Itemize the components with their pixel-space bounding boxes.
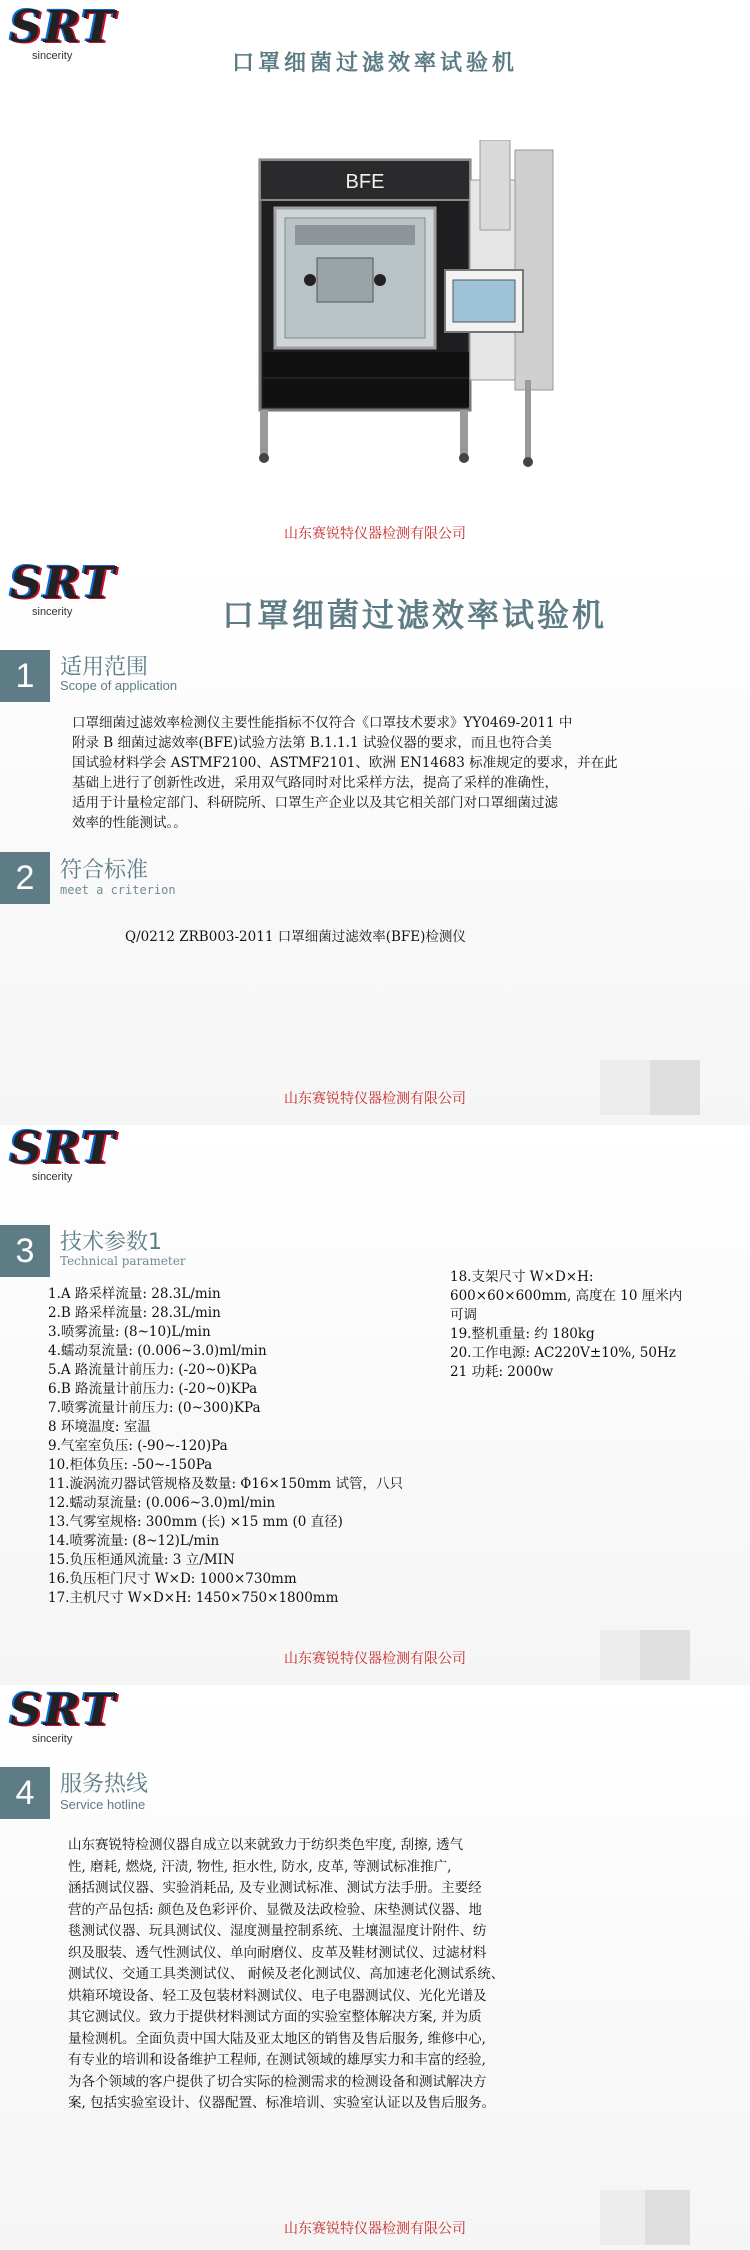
- parameter-item: 2.B 路采样流量: 28.3L/min: [48, 1305, 221, 1321]
- parameter-item: 1.A 路采样流量: 28.3L/min: [48, 1286, 221, 1302]
- parameter-item: 20.工作电源: AC220V±10%, 50Hz: [450, 1345, 676, 1361]
- parameter-item: 600×60×600mm, 高度在 10 厘米内: [450, 1288, 683, 1304]
- logo-tagline: sincerity: [32, 1171, 73, 1183]
- company-name: 山东赛锐特仪器检测有限公司: [284, 1091, 466, 1107]
- service-paragraph: 山东赛锐特检测仪器自成立以来就致力于纺织类色牢度, 刮擦, 透气 性, 磨耗, 燃烧, 汗渍, 物性, 拒水性, 防水, 皮革, 等测试标准推广, 涵括测试仪器、实验消耗品, 及专业测试标准、测试方法手册。主要经 营的产品包括: 颜色及色彩评价、显微及法政检验、床垫测试仪器、地 毯测试仪器、玩具测试仪、湿度测量控制系统、土壤温湿度计附件、纺 织及服装、透气性测试仪、单向耐磨仪、皮革及鞋材测试仪、过滤材料 测试仪、交通工具类测试仪、 耐候及老化测试仪、高加速老化测试系统、 烘箱环境设备、轻工及包装材料测试仪、电子电器测试仪、光化光谱及 其它测试仪。致力于提供材料测试方面的实验室整体解决方案, 并为质 量检测机。全面负责中国大陆及亚太地区的销售及售后服务, 维修中心, 有专业的培训和设备维护工程师, 在测试领域的雄厚实力和丰富的经验, 为各个领域的客户提供了切合实际的检测需求的检测设备和测试解决方 案, 包括实验室设计、仪器配置、标准培训、实验室认证以及售后服务。: [68, 1837, 505, 2111]
- parameter-item: 18.支架尺寸 W×D×H:: [450, 1269, 594, 1285]
- parameter-item: 12.蠕动泵流量: (0.006~3.0)ml/min: [48, 1495, 276, 1511]
- parameter-item: 19.整机重量: 约 180kg: [450, 1326, 595, 1342]
- logo-letters: SRT: [10, 1685, 117, 1736]
- parameter-item: 3.喷雾流量: (8~10)L/min: [48, 1324, 211, 1340]
- logo-letters: SRT: [10, 1125, 117, 1174]
- service-section: [0, 1685, 750, 2250]
- heading-standard-en: meet a criterion: [60, 883, 176, 897]
- logo-letters: SRT: [10, 2, 117, 53]
- parameters-section: [0, 1125, 750, 1685]
- logo-tagline: sincerity: [32, 50, 73, 62]
- company-name: 山东赛锐特仪器检测有限公司: [284, 1651, 466, 1667]
- parameter-item: 9.气室室负压: (-90~-120)Pa: [48, 1438, 228, 1454]
- heading-service-en: Service hotline: [60, 1797, 146, 1812]
- parameter-item: 6.B 路流量计前压力: (-20~0)KPa: [48, 1381, 258, 1397]
- cover-section: [0, 0, 750, 560]
- parameter-item: 15.负压柜通风流量: 3 立/MIN: [48, 1552, 235, 1568]
- parameter-item: 7.喷雾流量计前压力: (0~300)KPa: [48, 1400, 261, 1416]
- heading-scope: 适用范围: [60, 655, 149, 680]
- section-title: 口罩细菌过滤效率试验机: [222, 596, 608, 634]
- parameter-item: 4.蠕动泵流量: (0.006~3.0)ml/min: [48, 1343, 267, 1359]
- scope-section: [0, 560, 750, 1125]
- srt-logo: [10, 1685, 120, 1747]
- company-name: 山东赛锐特仪器检测有限公司: [284, 526, 466, 542]
- standard-text: Q/0212 ZRB003-2011 口罩细菌过滤效率(BFE)检测仪: [125, 929, 466, 945]
- parameter-item: 17.主机尺寸 W×D×H: 1450×750×1800mm: [48, 1590, 339, 1606]
- page-title: 口罩细菌过滤效率试验机: [231, 50, 518, 76]
- heading-parameters-en: Technical parameter: [60, 1254, 186, 1268]
- heading-scope-en: Scope of application: [60, 678, 178, 693]
- parameter-item: 可调: [450, 1307, 477, 1323]
- heading-parameters: 技术参数1: [60, 1230, 162, 1255]
- srt-logo: [10, 1127, 120, 1185]
- parameter-item: 10.柜体负压: -50~-150Pa: [48, 1457, 213, 1473]
- section-number: 1: [0, 650, 50, 702]
- parameter-item: 21 功耗: 2000w: [450, 1364, 554, 1380]
- parameter-item: 14.喷雾流量: (8~12)L/min: [48, 1533, 220, 1549]
- scope-paragraph: 口罩细菌过滤效率检测仪主要性能指标不仅符合《口罩技术要求》YY0469-2011 中 附录 B 细菌过滤效率(BFE)试验方法第 B.1.1.1 试验仪器的要求，而且也符合美 国试验材料学会 ASTMF2100、ASTMF2101、欧洲 EN14683 标准规定的要求，并在此 基础上进行了创新性改进，采用双气路同时对比采样方法，提高了采样的准确性， 适用于计量检定部门、科研院所、口罩生产企业以及其它相关部门对口罩细菌过滤 效率的性能测试。。: [72, 715, 618, 831]
- logo-letters: SRT: [10, 560, 117, 609]
- section-number: 4: [0, 1767, 50, 1819]
- logo-tagline: sincerity: [32, 1733, 73, 1745]
- parameter-item: 13.气雾室规格: 300mm (长) ×15 mm (0 直径): [48, 1514, 343, 1530]
- parameter-item: 16.负压柜门尺寸 W×D: 1000×730mm: [48, 1571, 297, 1587]
- parameter-item: 8 环境温度: 室温: [48, 1419, 151, 1435]
- parameter-item: 5.A 路流量计前压力: (-20~0)KPa: [48, 1362, 258, 1378]
- srt-logo: [10, 562, 120, 620]
- parameter-list-left: [48, 1285, 468, 1608]
- parameter-list-right: [450, 1268, 730, 1382]
- company-name: 山东赛锐特仪器检测有限公司: [284, 2221, 466, 2237]
- logo-tagline: sincerity: [32, 606, 73, 618]
- section-number: 3: [0, 1225, 50, 1277]
- bfe-machine-image: [255, 140, 565, 470]
- section-number: 2: [0, 852, 50, 904]
- heading-service: 服务热线: [60, 1772, 149, 1797]
- bfe-label: BFE: [345, 171, 385, 193]
- parameter-item: 11.漩涡流刃器试管规格及数量: Φ16×150mm 试管，八只: [48, 1476, 404, 1492]
- heading-standard: 符合标准: [60, 858, 149, 883]
